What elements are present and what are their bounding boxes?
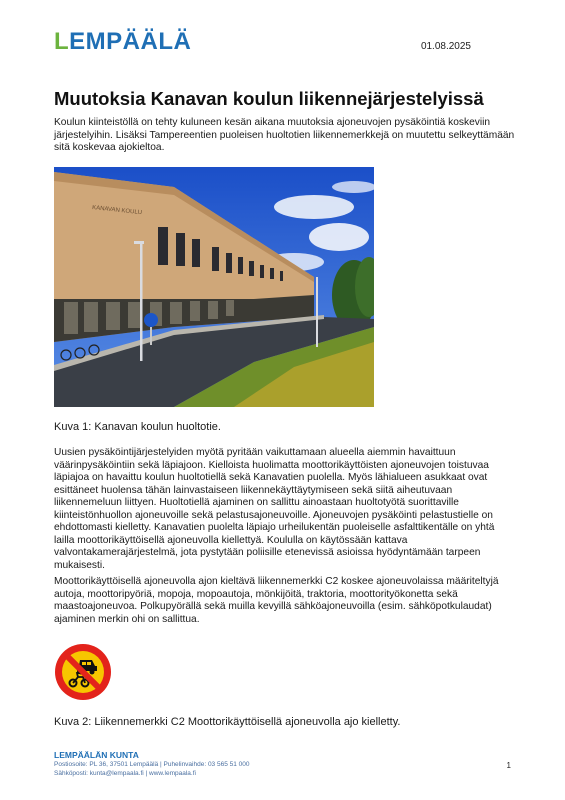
traffic-sign-c2-icon: [54, 643, 112, 701]
logo-wordmark: LEMPÄÄLÄ: [54, 28, 192, 55]
building-sign: KANAVAN KOULU: [91, 205, 143, 217]
document-date: 01.08.2025: [420, 41, 471, 52]
lempaala-logo: [54, 28, 191, 54]
intro-paragraph: Koulun kiinteistöllä on tehty kuluneen kesän aikana muutoksia ajoneuvojen pysäköintiä koskeviin järjestelyihin. Lisäksi Tampereentien puoleisen huoltotien liikennemerkkejä on muutettu selkeyttämään sitä koskevaa ajokieltoa.: [54, 117, 515, 153]
footer-contact: Sähköposti: kunta@lempaala.fi | www.lempaala.fi: [54, 770, 196, 777]
sign-caption: Kuva 2: Liikennemerkki C2 Moottorikäyttöisellä ajoneuvolla ajo kielletty.: [54, 716, 401, 728]
body-paragraph-2: Moottorikäyttöisellä ajoneuvolla ajon kieltävä liikennemerkki C2 koskee ajoneuvolaissa määriteltyjä autoja, moottoripyöriä, mopoja, mopoautoja, mönkijöitä, traktoria, moottorityökonetta sekä maastoajoneuvoa. Polkupyörällä sekä muilla kevyillä sähköajoneuvoilla (esim. sähköpotkulaudat) ajaminen merkin ohi on sallittua.: [54, 576, 499, 625]
photo-caption: Kuva 1: Kanavan koulun huoltotie.: [54, 421, 221, 433]
school-photo: [54, 167, 374, 407]
body-paragraph-1: Uusien pysäköintijärjestelyiden myötä pyritään vaikuttamaan alueella aiemmin havaittuun väärinpysäköintiin sekä läpiajoon. Kielloista huolimatta moottorikäyttöisten ajoneuvojen toistuvaa läpiajoa on havaittu koulun huoltotiellä sekä Kanavatien puolella. Myös lähialueen asukkaat ovat esittäneet huolensa tähän lainvastaiseen liikennekäyttäytymiseen sekä siitä aiheutuvaan liikennemeluun liittyen. Huoltotiellä ajaminen on sallittu ainoastaan huoltotyötä suorittaville kiinteistönhuollon ajoneuvoille sekä pelastusajoneuvoille. Ajoneuvojen pysäköinti pelastustielle on ehdottomasti kielletty. Kanavatien puolelta läpiajo urheilukentän puoleiselle asfalttikentälle on yhtä lailla moottorikäyttöisellä ajoneuvolla kiellettyä. Koululla on käytössään kattava valvontakamerajärjestelmä, jota pystytään poliisille etenevissä asioissa hyödyntämään tarpeen mukaisesti.: [54, 447, 495, 571]
footer-organization: LEMPÄÄLÄN KUNTA: [54, 750, 139, 760]
page-title: Muutoksia Kanavan koulun liikennejärjestelyissä: [54, 88, 484, 109]
footer-address: Postiosoite: PL 36, 37501 Lempäälä | Puhelinvaihde: 03 565 51 000: [54, 761, 250, 768]
page-number: 1: [506, 761, 511, 770]
